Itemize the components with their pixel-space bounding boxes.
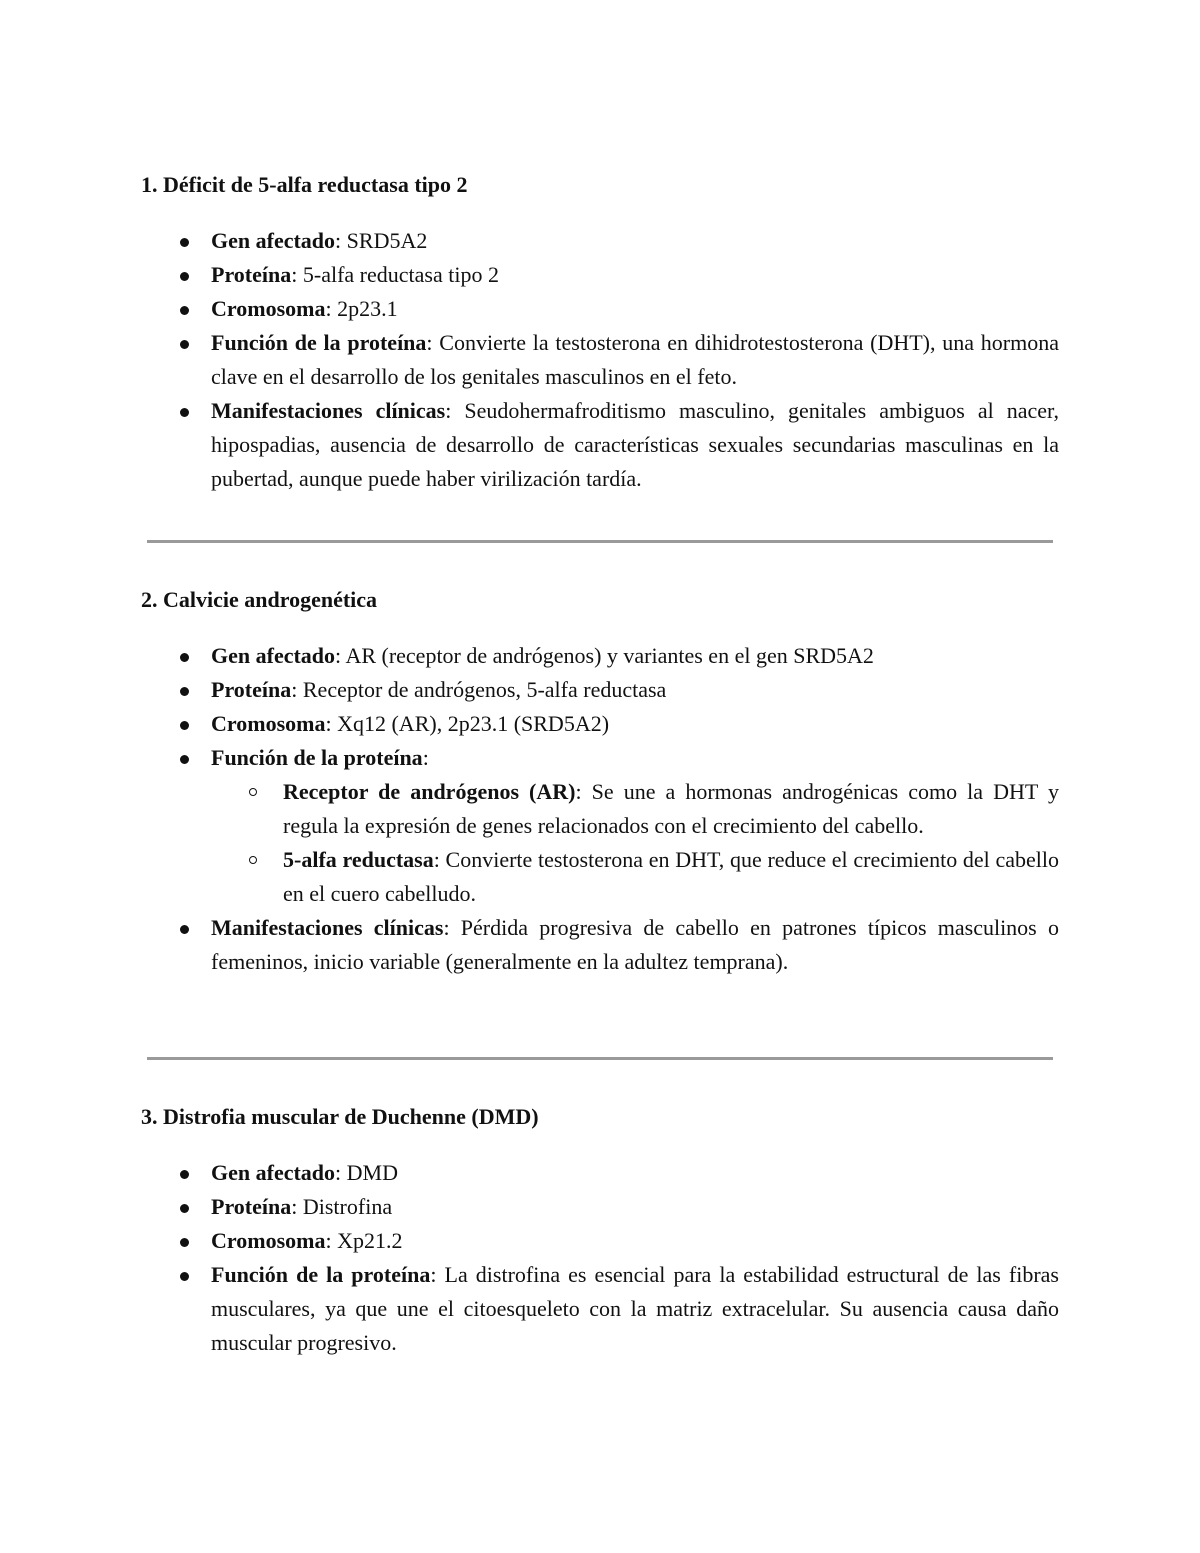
sub-list-item: 5-alfa reductasa: Convierte testosterona en DHT, que reduce el crecimiento del cabello en el cuero cabelludo.: [211, 843, 1059, 911]
bullet-icon: [180, 653, 189, 662]
list-item: Gen afectado: SRD5A2: [141, 224, 1059, 258]
item-text: Pérdida progresiva de cabello en patrones típicos masculinos o femeninos, inicio variable (generalmente en la adultez temprana).: [211, 915, 1059, 974]
item-text: 5-alfa reductasa tipo 2: [302, 262, 499, 287]
bullet-icon: [180, 340, 189, 349]
section-calvicie-androgenetica: [141, 583, 1059, 979]
section-title: 1. Déficit de 5-alfa reductasa tipo 2: [141, 172, 468, 197]
list-item: Proteína: 5-alfa reductasa tipo 2: [141, 258, 1059, 292]
item-label: Gen afectado: [211, 643, 336, 668]
list-item: Cromosoma: 2p23.1: [141, 292, 1059, 326]
item-text: La distrofina es esencial para la estabilidad estructural de las fibras musculares, ya que une el citoesqueleto con la matriz extracelular. Su ausencia causa daño muscular progresivo.: [211, 1262, 1059, 1355]
bullet-icon: [180, 272, 189, 281]
item-text: Seudohermafroditismo masculino, genitales ambiguos al nacer, hipospadias, ausencia de desarrollo de características sexuales secundarias masculinas en la pubertad, aunque puede haber virilización tardía.: [211, 398, 1059, 491]
item-label: Manifestaciones clínicas: [211, 915, 444, 940]
list-item: Cromosoma: Xp21.2: [141, 1224, 1059, 1258]
item-text: 2p23.1: [337, 296, 398, 321]
bullet-icon: [180, 1272, 189, 1281]
bullet-icon: [180, 1170, 189, 1179]
item-text: Xq12 (AR), 2p23.1 (SRD5A2): [337, 711, 610, 736]
item-text: Convierte la testosterona en dihidrotestosterona (DHT), una hormona clave en el desarrollo de los genitales masculinos en el feto.: [211, 330, 1059, 389]
hollow-bullet-icon: [249, 788, 257, 796]
bullet-icon: [180, 306, 189, 315]
item-label: Proteína: [211, 262, 292, 287]
item-text: Xp21.2: [337, 1228, 403, 1253]
item-label: Gen afectado: [211, 228, 336, 253]
sub-list-item: Receptor de andrógenos (AR): Se une a hormonas androgénicas como la DHT y regula la expresión de genes relacionados con el crecimiento del cabello.: [211, 775, 1059, 843]
item-label: Cromosoma: [211, 711, 326, 736]
item-text: SRD5A2: [346, 228, 428, 253]
section-distrofia-muscular-duchenne: [141, 1100, 1059, 1360]
list-item: Función de la proteína: Convierte la testosterona en dihidrotestosterona (DHT), una hormona clave en el desarrollo de los genitales masculinos en el feto.: [141, 326, 1059, 394]
bullet-icon: [180, 408, 189, 417]
subitem-text: Se une a hormonas androgénicas como la DHT y regula la expresión de genes relacionados con el crecimiento del cabello.: [283, 779, 1059, 838]
section-title: 2. Calvicie androgenética: [141, 587, 378, 612]
list-item: Gen afectado: AR (receptor de andrógenos) y variantes en el gen SRD5A2: [141, 639, 1059, 673]
list-item: Manifestaciones clínicas: Pérdida progresiva de cabello en patrones típicos masculinos o femeninos, inicio variable (generalmente en la adultez temprana).: [141, 911, 1059, 979]
item-label: Manifestaciones clínicas: [211, 398, 446, 423]
item-label: Gen afectado: [211, 1160, 336, 1185]
subitem-label: Receptor de andrógenos (AR): [283, 779, 576, 804]
subitem-text: Convierte testosterona en DHT, que reduce el crecimiento del cabello en el cuero cabelludo.: [283, 847, 1059, 906]
bullet-list: [141, 1156, 1059, 1360]
hollow-bullet-icon: [249, 856, 257, 864]
item-text: DMD: [346, 1160, 398, 1185]
item-label: Función de la proteína: [211, 1262, 431, 1287]
bullet-icon: [180, 1238, 189, 1247]
item-label: Función de la proteína: [211, 745, 423, 770]
sub-bullet-list: [211, 775, 1059, 911]
item-label: Proteína: [211, 677, 292, 702]
list-item: Gen afectado: DMD: [141, 1156, 1059, 1190]
bullet-icon: [180, 925, 189, 934]
bullet-icon: [180, 1204, 189, 1213]
item-label: Función de la proteína: [211, 330, 427, 355]
section-title: 3. Distrofia muscular de Duchenne (DMD): [141, 1104, 539, 1129]
item-label: Cromosoma: [211, 296, 326, 321]
list-item: Manifestaciones clínicas: Seudohermafroditismo masculino, genitales ambiguos al nacer, hipospadias, ausencia de desarrollo de características sexuales secundarias masculinas en la pubertad, aunque puede haber virilización tardía.: [141, 394, 1059, 496]
item-label: Cromosoma: [211, 1228, 326, 1253]
list-item: Proteína: Distrofina: [141, 1190, 1059, 1224]
item-text: Receptor de andrógenos, 5-alfa reductasa: [302, 677, 667, 702]
bullet-icon: [180, 238, 189, 247]
bullet-list: [141, 639, 1059, 979]
list-item: Función de la proteína: Receptor de andrógenos (AR): Se une a hormonas androgénicas como la DHT y regula la expresión de genes relacionados con el crecimiento del cabello. 5-alfa reductasa: Convierte testosterona en DHT, que reduce el crecimiento del cabello en el cuero cabelludo.: [141, 741, 1059, 911]
bullet-list: [141, 224, 1059, 496]
item-text: AR (receptor de andrógenos) y variantes en el gen SRD5A2: [345, 643, 874, 668]
item-text: Distrofina: [302, 1194, 393, 1219]
bullet-icon: [180, 721, 189, 730]
horizontal-divider: [147, 540, 1053, 543]
section-deficit-5-alfa-reductasa: [141, 168, 1059, 496]
list-item: Proteína: Receptor de andrógenos, 5-alfa reductasa: [141, 673, 1059, 707]
bullet-icon: [180, 755, 189, 764]
item-label: Proteína: [211, 1194, 292, 1219]
horizontal-divider: [147, 1057, 1053, 1060]
subitem-label: 5-alfa reductasa: [283, 847, 434, 872]
list-item: Función de la proteína: La distrofina es esencial para la estabilidad estructural de las fibras musculares, ya que une el citoesqueleto con la matriz extracelular. Su ausencia causa daño muscular progresivo.: [141, 1258, 1059, 1360]
list-item: Cromosoma: Xq12 (AR), 2p23.1 (SRD5A2): [141, 707, 1059, 741]
bullet-icon: [180, 687, 189, 696]
